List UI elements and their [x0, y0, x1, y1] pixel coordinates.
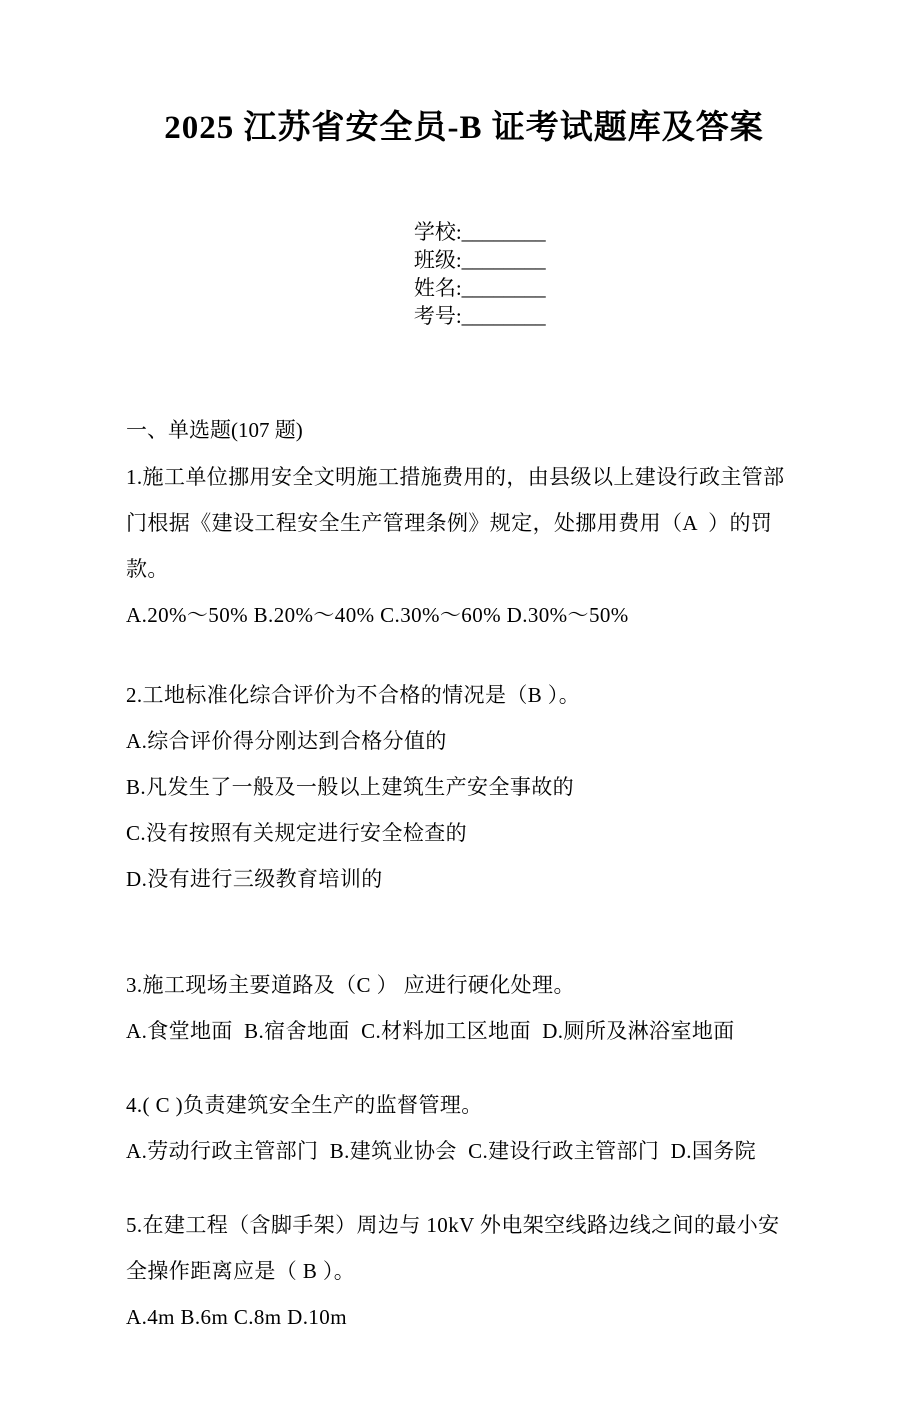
- name-blank: ________: [461, 276, 546, 300]
- question-1-stem-line-1: 1.施工单位挪用安全文明施工措施费用的，由县级以上建设行政主管部: [126, 465, 785, 489]
- question-5: [126, 1202, 802, 1340]
- question-4: [126, 1082, 802, 1174]
- question-1-options: A.20%～50% B.20%～40% C.30%～60% D.30%～50%: [126, 603, 629, 627]
- document-content: [126, 106, 802, 1340]
- question-2: [126, 672, 802, 902]
- question-5-stem-line-2: 全操作距离应是（ B ）。: [126, 1259, 356, 1283]
- question-2-option-b: B.凡发生了一般及一般以上建筑生产安全事故的: [126, 775, 575, 799]
- question-4-options: A.劳动行政主管部门 B.建筑业协会 C.建设行政主管部门 D.国务院: [126, 1139, 757, 1163]
- exam-number-label: 考号:: [413, 304, 462, 328]
- question-3-stem: 3.施工现场主要道路及（C ） 应进行硬化处理。: [126, 973, 575, 997]
- section-heading-single-choice: 一、单选题(107 题): [126, 418, 303, 442]
- question-2-stem: 2.工地标准化综合评价为不合格的情况是（B ）。: [126, 683, 581, 707]
- question-2-option-a: A.综合评价得分刚达到合格分值的: [126, 729, 447, 753]
- question-1: [126, 454, 802, 638]
- form-field-school: [414, 218, 546, 246]
- exam-document-page: [0, 106, 920, 1408]
- class-blank: ________: [461, 248, 546, 272]
- question-2-option-c: C.没有按照有关规定进行安全检查的: [126, 821, 468, 845]
- question-4-stem: 4.( C )负责建筑安全生产的监督管理。: [126, 1093, 483, 1117]
- name-label: 姓名:: [413, 276, 462, 300]
- form-field-name: [414, 274, 546, 302]
- exam-number-blank: ________: [461, 304, 546, 328]
- question-1-stem-line-2: 门根据《建设工程安全生产管理条例》规定，处挪用费用（A ）的罚款。: [126, 511, 773, 581]
- school-blank: ________: [461, 220, 546, 244]
- form-field-exam-number: [414, 302, 546, 330]
- form-field-class: [414, 246, 546, 274]
- student-info-form: [126, 190, 802, 358]
- question-3: [126, 962, 802, 1054]
- school-label: 学校:: [413, 220, 462, 244]
- question-3-options: A.食堂地面 B.宿舍地面 C.材料加工区地面 D.厕所及淋浴室地面: [126, 1019, 735, 1043]
- question-2-option-d: D.没有进行三级教育培训的: [126, 867, 383, 891]
- question-5-stem-line-1: 5.在建工程（含脚手架）周边与 10kV 外电架空线路边线之间的最小安: [126, 1213, 780, 1237]
- question-5-options: A.4m B.6m C.8m D.10m: [126, 1305, 347, 1329]
- class-label: 班级:: [413, 248, 462, 272]
- document-title: 2025 江苏省安全员-B 证考试题库及答案: [164, 110, 764, 146]
